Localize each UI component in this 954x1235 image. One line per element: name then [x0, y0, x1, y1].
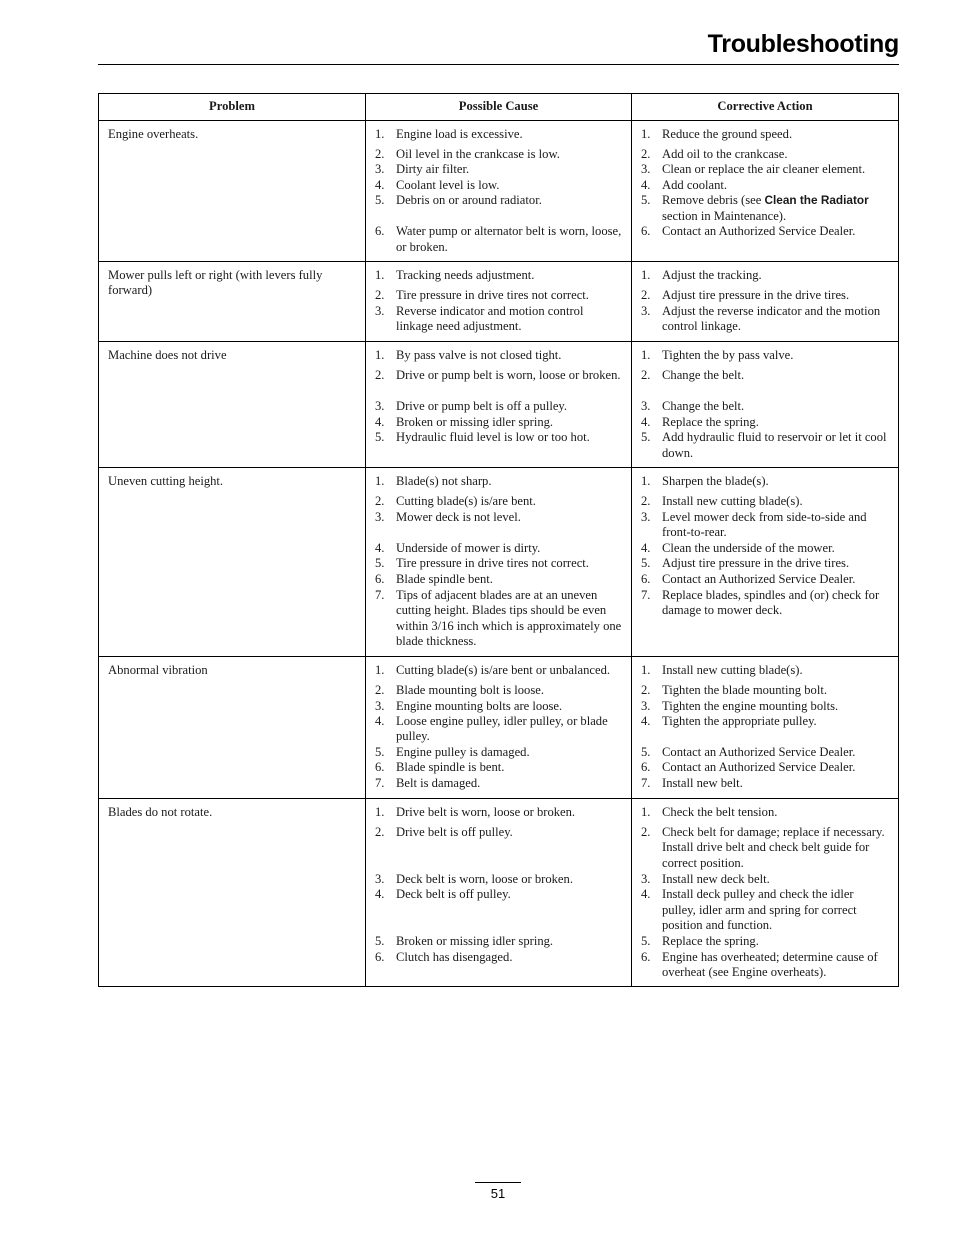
- list-item-text: Coolant level is low.: [396, 177, 500, 192]
- list-item-text: Belt is damaged.: [396, 776, 481, 791]
- cause-cell: [366, 798, 632, 987]
- cause-list-item: [375, 268, 623, 285]
- list-item-number: 6.: [641, 224, 651, 239]
- problem-cell: Machine does not drive: [99, 341, 366, 467]
- cause-list-item: [375, 510, 623, 541]
- action-list-item: [641, 950, 890, 981]
- table-row: [99, 468, 899, 656]
- list-item-number: 1.: [375, 662, 385, 677]
- list-item-text: Underside of mower is dirty.: [396, 541, 541, 556]
- cause-list-item: [375, 368, 623, 399]
- action-list-item: [641, 348, 890, 365]
- action-list-item: [641, 368, 890, 399]
- list-item-number: 2.: [641, 682, 651, 697]
- list-item-text: Reduce the ground speed.: [662, 127, 793, 141]
- list-item-number: 2.: [641, 824, 651, 839]
- list-item-text: Replace the spring.: [662, 414, 759, 429]
- list-item-number: 2.: [641, 367, 651, 382]
- list-item-number: 3.: [641, 871, 651, 886]
- list-item-number: 5.: [375, 430, 385, 445]
- list-item-text: Debris on or around radiator.: [396, 193, 542, 208]
- cause-list-item: [375, 683, 623, 699]
- cause-cell: [366, 262, 632, 342]
- list-item-number: 4.: [375, 541, 385, 556]
- list-item-text: Clutch has disengaged.: [396, 949, 513, 964]
- cause-cell: [366, 656, 632, 798]
- list-item-text: Mower deck is not level.: [396, 510, 521, 525]
- list-item-text: Add hydraulic fluid to reservoir or let it cool down.: [662, 430, 887, 460]
- list-item-number: 5.: [641, 556, 651, 571]
- action-list-item: [641, 510, 890, 541]
- list-item-text: Add coolant.: [662, 177, 728, 192]
- list-item-text: Engine pulley is damaged.: [396, 744, 530, 759]
- list-item-text: Contact an Authorized Service Dealer.: [662, 224, 856, 239]
- list-item-text: Contact an Authorized Service Dealer.: [662, 744, 856, 759]
- cause-list-item: [375, 825, 623, 872]
- list-item-text: Install deck pulley and check the idler pulley, idler arm and spring for correct position and function.: [662, 887, 857, 932]
- action-list-item: [641, 776, 890, 791]
- table-row: [99, 341, 899, 467]
- list-item-text: Drive or pump belt is off a pulley.: [396, 398, 568, 413]
- list-item-number: 4.: [375, 713, 385, 728]
- list-item-number: 1.: [375, 127, 385, 141]
- troubleshooting-table: [98, 93, 899, 987]
- list-item-text: Tire pressure in drive tires not correct.: [396, 288, 589, 303]
- list-item-text: Hydraulic fluid level is low or too hot.: [396, 430, 590, 445]
- list-item-number: 4.: [641, 887, 651, 902]
- action-list-item: [641, 760, 890, 776]
- cause-list: [375, 474, 623, 649]
- list-item-number: 4.: [375, 177, 385, 192]
- table-row: [99, 262, 899, 342]
- action-cell: [632, 798, 899, 987]
- list-item-text: Drive belt is worn, loose or broken.: [396, 804, 576, 819]
- list-item-text: Add oil to the crankcase.: [662, 147, 788, 161]
- list-item-text: Loose engine pulley, idler pulley, or blade pulley.: [396, 713, 608, 744]
- list-item-number: 1.: [375, 474, 385, 489]
- cause-list-item: [375, 556, 623, 572]
- list-item-text: Deck belt is off pulley.: [396, 887, 511, 902]
- cause-list-item: [375, 162, 623, 177]
- action-list-item: [641, 556, 890, 572]
- list-item-number: 6.: [375, 572, 385, 587]
- action-list: [641, 474, 890, 647]
- list-item-text: Blade mounting bolt is loose.: [396, 682, 544, 697]
- action-list-item: [641, 193, 890, 224]
- list-item-number: 4.: [375, 414, 385, 429]
- table-header-row: [99, 94, 899, 121]
- action-cell: [632, 262, 899, 342]
- action-list: [641, 268, 890, 335]
- section-reference: Clean the Radiator: [764, 193, 869, 208]
- list-item-number: 3.: [375, 871, 385, 886]
- cause-list: [375, 127, 623, 255]
- list-item-text: Clean the underside of the mower.: [662, 541, 835, 556]
- list-item-text: Adjust tire pressure in the drive tires.: [662, 288, 850, 303]
- list-item-number: 5.: [641, 430, 651, 445]
- list-item-number: 1.: [641, 662, 651, 677]
- list-item-number: 1.: [641, 474, 651, 489]
- list-item-number: 3.: [641, 698, 651, 713]
- cause-list-item: [375, 147, 623, 162]
- action-list-item: [641, 268, 890, 285]
- list-item-number: 2.: [641, 288, 651, 303]
- list-item-number: 2.: [641, 494, 651, 509]
- list-item-text: Level mower deck from side-to-side and front-to-rear.: [662, 510, 867, 540]
- cause-list-item: [375, 745, 623, 760]
- cause-list-item: [375, 699, 623, 714]
- list-item-text: Install new belt.: [662, 776, 743, 791]
- cause-list-item: [375, 572, 623, 587]
- action-list-item: [641, 887, 890, 934]
- list-item-text: Tire pressure in drive tires not correct.: [396, 556, 589, 571]
- list-item-text: Cutting blade(s) is/are bent or unbalanced.: [396, 662, 611, 677]
- action-list-item: [641, 825, 890, 872]
- list-item-number: 5.: [375, 556, 385, 571]
- cause-list-item: [375, 714, 623, 745]
- cause-list-item: [375, 288, 623, 304]
- list-item-text: Drive belt is off pulley.: [396, 824, 513, 839]
- action-list-item: [641, 683, 890, 699]
- list-item-number: 5.: [375, 744, 385, 759]
- column-header-corrective-action: Corrective Action: [632, 94, 899, 121]
- list-item-number: 5.: [641, 934, 651, 949]
- list-item-number: 3.: [375, 304, 385, 319]
- list-item-text: Check the belt tension.: [662, 804, 778, 819]
- list-item-text: Dirty air filter.: [396, 162, 470, 177]
- action-list-item: [641, 745, 890, 760]
- list-item-number: 2.: [375, 682, 385, 697]
- list-item-number: 5.: [641, 193, 651, 208]
- cause-list: [375, 268, 623, 335]
- list-item-number: 2.: [641, 147, 651, 161]
- action-list: [641, 805, 890, 981]
- action-list-item: [641, 178, 890, 193]
- list-item-text: Replace the spring.: [662, 934, 759, 949]
- cause-list-item: [375, 474, 623, 491]
- list-item-text: Reverse indicator and motion control linkage need adjustment.: [396, 304, 584, 334]
- action-list: [641, 348, 890, 461]
- list-item-number: 2.: [375, 494, 385, 509]
- list-item-number: 5.: [375, 934, 385, 949]
- action-list-item: [641, 588, 890, 647]
- cause-list-item: [375, 193, 623, 224]
- cause-list-item: [375, 663, 623, 680]
- list-item-number: 1.: [641, 127, 651, 141]
- list-item-text: Water pump or alternator belt is worn, loose, or broken.: [396, 224, 622, 254]
- cause-list-item: [375, 541, 623, 556]
- table-body: [99, 121, 899, 987]
- cause-list-item: [375, 304, 623, 335]
- list-item-number: 7.: [375, 587, 385, 602]
- header-divider: [98, 64, 899, 65]
- action-list-item: [641, 541, 890, 556]
- list-item-number: 4.: [375, 887, 385, 902]
- list-item-text: Blade spindle bent.: [396, 572, 493, 587]
- problem-cell: Engine overheats.: [99, 121, 366, 262]
- list-item-text: Contact an Authorized Service Dealer.: [662, 760, 856, 775]
- action-list-item: [641, 147, 890, 162]
- list-item-number: 3.: [641, 162, 651, 177]
- list-item-text: Engine mounting bolts are loose.: [396, 698, 563, 713]
- list-item-text: Cutting blade(s) is/are bent.: [396, 494, 536, 509]
- action-list-item: [641, 127, 890, 144]
- list-item-text: Oil level in the crankcase is low.: [396, 147, 560, 161]
- cause-list: [375, 663, 623, 792]
- list-item-number: 6.: [641, 949, 651, 964]
- action-list-item: [641, 474, 890, 491]
- list-item-text: Adjust the reverse indicator and the motion control linkage.: [662, 304, 881, 334]
- cause-list-item: [375, 934, 623, 949]
- list-item-number: 3.: [375, 698, 385, 713]
- cause-list-item: [375, 399, 623, 415]
- list-item-number: 1.: [641, 347, 651, 362]
- list-item-text: By pass valve is not closed tight.: [396, 347, 562, 362]
- cause-list-item: [375, 178, 623, 193]
- list-item-number: 2.: [375, 824, 385, 839]
- list-item-text: Broken or missing idler spring.: [396, 934, 554, 949]
- list-item-text: Install new cutting blade(s).: [662, 662, 803, 677]
- cause-list-item: [375, 776, 623, 791]
- list-item-text: Deck belt is worn, loose or broken.: [396, 871, 573, 886]
- action-list-item: [641, 805, 890, 822]
- list-item-number: 1.: [375, 804, 385, 819]
- action-list-item: [641, 162, 890, 177]
- list-item-text: Engine load is excessive.: [396, 127, 523, 141]
- cause-list-item: [375, 950, 623, 979]
- cause-list-item: [375, 494, 623, 510]
- list-item-text: Broken or missing idler spring.: [396, 414, 554, 429]
- list-item-number: 3.: [375, 162, 385, 177]
- column-header-possible-cause: Possible Cause: [366, 94, 632, 121]
- list-item-text: Remove debris (see: [662, 193, 765, 208]
- list-item-text: Change the belt.: [662, 367, 745, 382]
- action-list-item: [641, 430, 890, 461]
- list-item-number: 2.: [375, 288, 385, 303]
- list-item-number: 7.: [641, 587, 651, 602]
- action-list-item: [641, 872, 890, 887]
- list-item-text: Tighten the engine mounting bolts.: [662, 698, 839, 713]
- action-list-item: [641, 288, 890, 304]
- list-item-number: 4.: [641, 713, 651, 728]
- action-list-item: [641, 663, 890, 680]
- list-item-number: 3.: [375, 510, 385, 525]
- list-item-text: section in Maintenance).: [662, 208, 787, 223]
- action-cell: [632, 656, 899, 798]
- action-list-item: [641, 494, 890, 510]
- list-item-number: 6.: [641, 572, 651, 587]
- list-item-number: 7.: [375, 776, 385, 791]
- cause-cell: [366, 468, 632, 656]
- list-item-text: Replace blades, spindles and (or) check for damage to mower deck.: [662, 587, 880, 618]
- action-cell: [632, 121, 899, 262]
- list-item-text: Contact an Authorized Service Dealer.: [662, 572, 856, 587]
- action-list: [641, 663, 890, 792]
- action-list-item: [641, 699, 890, 714]
- cause-list-item: [375, 415, 623, 430]
- page-title: Troubleshooting: [707, 30, 899, 58]
- action-cell: [632, 468, 899, 656]
- list-item-text: Install new cutting blade(s).: [662, 494, 803, 509]
- problem-cell: Uneven cutting height.: [99, 468, 366, 656]
- list-item-number: 1.: [641, 268, 651, 283]
- list-item-text: Tracking needs adjustment.: [396, 268, 535, 283]
- list-item-text: Tighten the appropriate pulley.: [662, 713, 817, 728]
- action-list-item: [641, 415, 890, 430]
- list-item-number: 3.: [641, 398, 651, 413]
- action-list-item: [641, 934, 890, 949]
- list-item-number: 2.: [375, 367, 385, 382]
- list-item-text: Blade(s) not sharp.: [396, 474, 492, 489]
- list-item-number: 3.: [375, 398, 385, 413]
- cause-list: [375, 348, 623, 459]
- cause-list: [375, 805, 623, 979]
- list-item-text: Install new deck belt.: [662, 871, 770, 886]
- cause-list-item: [375, 224, 623, 255]
- problem-cell: Blades do not rotate.: [99, 798, 366, 987]
- list-item-number: 1.: [641, 804, 651, 819]
- list-item-text: Engine has overheated; determine cause of overheat (see Engine overheats).: [662, 949, 878, 979]
- action-list-item: [641, 304, 890, 335]
- list-item-number: 4.: [641, 414, 651, 429]
- list-item-number: 5.: [641, 744, 651, 759]
- list-item-text: Tighten the blade mounting bolt.: [662, 682, 827, 697]
- table-row: [99, 798, 899, 987]
- list-item-number: 1.: [375, 347, 385, 362]
- action-cell: [632, 341, 899, 467]
- problem-cell: Abnormal vibration: [99, 656, 366, 798]
- action-list: [641, 127, 890, 253]
- action-list-item: [641, 399, 890, 415]
- list-item-number: 4.: [641, 541, 651, 556]
- table-row: [99, 656, 899, 798]
- footer-divider: [475, 1182, 521, 1183]
- cause-list-item: [375, 348, 623, 365]
- cause-list-item: [375, 887, 623, 934]
- list-item-number: 6.: [375, 760, 385, 775]
- problem-cell: Mower pulls left or right (with levers fully forward): [99, 262, 366, 342]
- cause-list-item: [375, 127, 623, 144]
- list-item-text: Tighten the by pass valve.: [662, 347, 794, 362]
- page-number: 51: [490, 1186, 506, 1201]
- cause-list-item: [375, 760, 623, 776]
- list-item-text: Drive or pump belt is worn, loose or broken.: [396, 367, 621, 382]
- list-item-number: 1.: [375, 268, 385, 283]
- list-item-text: Check belt for damage; replace if necessary. Install drive belt and check belt guide for correct position.: [662, 824, 885, 870]
- cause-list-item: [375, 805, 623, 822]
- cause-list-item: [375, 872, 623, 887]
- action-list-item: [641, 572, 890, 587]
- list-item-number: 4.: [641, 177, 651, 192]
- list-item-text: Adjust tire pressure in the drive tires.: [662, 556, 850, 571]
- cause-list-item: [375, 430, 623, 459]
- list-item-number: 6.: [641, 760, 651, 775]
- action-list-item: [641, 224, 890, 253]
- list-item-text: Adjust the tracking.: [662, 268, 762, 283]
- list-item-number: 3.: [641, 304, 651, 319]
- column-header-problem: Problem: [99, 94, 366, 121]
- list-item-number: 5.: [375, 193, 385, 208]
- action-list-item: [641, 714, 890, 745]
- list-item-text: Sharpen the blade(s).: [662, 474, 769, 489]
- list-item-number: 6.: [375, 224, 385, 239]
- list-item-text: Blade spindle is bent.: [396, 760, 505, 775]
- list-item-number: 2.: [375, 147, 385, 161]
- cause-cell: [366, 121, 632, 262]
- list-item-number: 7.: [641, 776, 651, 791]
- cause-list-item: [375, 588, 623, 650]
- list-item-number: 6.: [375, 949, 385, 964]
- list-item-text: Clean or replace the air cleaner element.: [662, 162, 866, 177]
- list-item-number: 3.: [641, 510, 651, 525]
- list-item-text: Change the belt.: [662, 398, 745, 413]
- cause-cell: [366, 341, 632, 467]
- table-row: [99, 121, 899, 262]
- list-item-text: Tips of adjacent blades are at an uneven cutting height. Blades tips should be even within 3/16 inch which is approximately one blade thickness.: [396, 587, 622, 649]
